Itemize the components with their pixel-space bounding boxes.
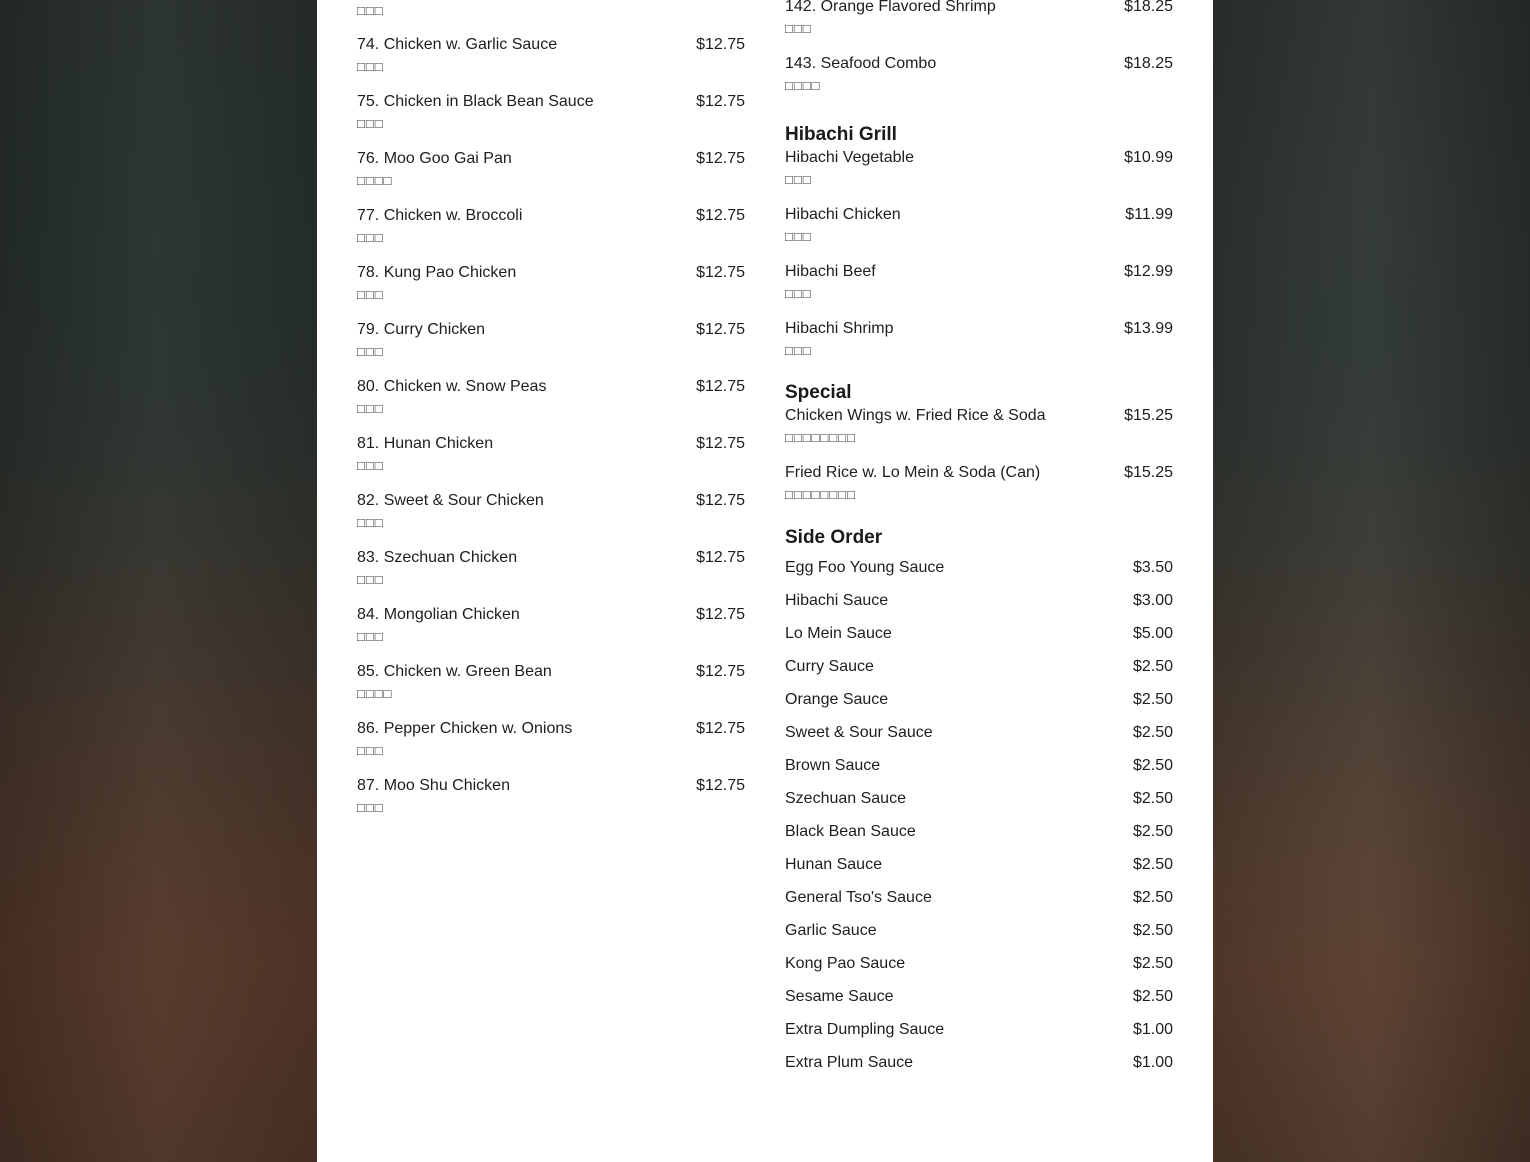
item-price: $12.75: [696, 36, 745, 53]
item-name: Hunan Sauce: [785, 856, 882, 873]
menu-page: [317, 0, 1213, 1162]
item-price: $1.00: [1132, 1021, 1173, 1038]
menu-item: [357, 532, 745, 589]
menu-item: [357, 190, 745, 247]
item-chinese-name: □□□: [357, 287, 384, 302]
item-price: $2.50: [1132, 757, 1173, 774]
item-name: 77. Chicken w. Broccoli: [357, 207, 523, 224]
section-title-hibachi: Hibachi Grill: [785, 124, 897, 145]
item-name: Hibachi Beef: [785, 263, 876, 280]
menu-item: [357, 760, 745, 817]
item-price: $13.99: [1124, 320, 1173, 337]
item-chinese-name: □□□□□□□□: [785, 430, 856, 445]
item-name: 78. Kung Pao Chicken: [357, 264, 517, 281]
side-order-item: [785, 558, 1173, 591]
item-price: $11.99: [1125, 206, 1173, 223]
item-name: Fried Rice w. Lo Mein & Soda (Can): [785, 464, 1041, 481]
item-chinese-name: □□□: [357, 3, 384, 18]
menu-column-right: [785, 0, 1173, 1086]
item-chinese-name: □□□: [357, 344, 384, 359]
item-name: 85. Chicken w. Green Bean: [357, 663, 552, 680]
item-name: Brown Sauce: [785, 757, 881, 774]
item-name: 83. Szechuan Chicken: [357, 549, 518, 566]
item-price: $2.50: [1132, 988, 1173, 1005]
item-chinese-name: □□□: [357, 458, 384, 473]
item-name: 82. Sweet & Sour Chicken: [357, 492, 544, 509]
item-price: $12.75: [696, 606, 745, 623]
item-price: $12.99: [1124, 263, 1173, 280]
menu-item: [357, 475, 745, 532]
item-chinese-name: □□□: [785, 172, 812, 187]
item-chinese-name: □□□□: [785, 78, 821, 93]
side-order-item: [785, 888, 1173, 921]
item-name: 81. Hunan Chicken: [357, 435, 494, 452]
item-chinese-name: □□□: [357, 59, 384, 74]
side-order-item: [785, 987, 1173, 1020]
item-chinese-name: □□□: [785, 21, 812, 36]
item-name: 79. Curry Chicken: [357, 321, 486, 338]
item-chinese-name: □□□□: [357, 173, 393, 188]
menu-item: [357, 133, 745, 190]
item-name: Hibachi Shrimp: [785, 320, 894, 337]
item-price: $12.75: [696, 207, 745, 224]
item-name: Black Bean Sauce: [785, 823, 916, 840]
item-name: 80. Chicken w. Snow Peas: [357, 378, 547, 395]
item-price: $1.00: [1132, 1054, 1173, 1071]
item-price: $15.25: [1124, 407, 1173, 424]
side-order-item: [785, 1020, 1173, 1053]
item-price: $18.25: [1124, 55, 1173, 72]
menu-column-left: [357, 0, 745, 817]
menu-item: [785, 0, 1173, 38]
side-order-item: [785, 657, 1173, 690]
item-chinese-name: □□□: [785, 286, 812, 301]
seafood-items-list: [785, 0, 1173, 95]
item-price: $12.75: [696, 663, 745, 680]
item-name: Szechuan Sauce: [785, 790, 906, 807]
hibachi-items-list: [785, 132, 1173, 360]
item-price: $12.75: [696, 150, 745, 167]
item-name: Sesame Sauce: [785, 988, 894, 1005]
item-name: 75. Chicken in Black Bean Sauce: [357, 93, 594, 110]
section-title-special: Special: [785, 382, 852, 403]
item-name: Hibachi Vegetable: [785, 149, 914, 166]
item-price: $12.75: [696, 492, 745, 509]
item-name: 143. Seafood Combo: [785, 55, 937, 72]
side-order-item: [785, 1053, 1173, 1086]
menu-item: [357, 19, 745, 76]
side-order-item: [785, 591, 1173, 624]
item-chinese-name: □□□: [357, 800, 384, 815]
menu-item: [357, 646, 745, 703]
item-name: Garlic Sauce: [785, 922, 877, 939]
side-order-item: [785, 690, 1173, 723]
item-name: Chicken Wings w. Fried Rice & Soda: [785, 407, 1046, 424]
item-price: $2.50: [1132, 790, 1173, 807]
item-price: $3.00: [1132, 592, 1173, 609]
background-right: [1213, 0, 1530, 1162]
item-chinese-name: □□□□: [357, 686, 393, 701]
menu-item: [785, 447, 1173, 504]
item-price: $2.50: [1132, 889, 1173, 906]
side-order-item: [785, 723, 1173, 756]
menu-item: [785, 38, 1173, 95]
item-name: 84. Mongolian Chicken: [357, 606, 520, 623]
menu-item: [785, 189, 1173, 246]
side-order-item: [785, 954, 1173, 987]
item-chinese-name: □□□: [785, 229, 812, 244]
item-price: $12.75: [696, 264, 745, 281]
menu-item: [357, 361, 745, 418]
menu-item: [785, 246, 1173, 303]
menu-item: [357, 304, 745, 361]
side-order-item: [785, 921, 1173, 954]
item-name: Sweet & Sour Sauce: [785, 724, 933, 741]
partial-item: [357, 0, 745, 19]
item-chinese-name: □□□: [785, 343, 812, 358]
menu-item: [357, 247, 745, 304]
item-price: $2.50: [1132, 955, 1173, 972]
item-chinese-name: □□□: [357, 743, 384, 758]
item-price: $2.50: [1132, 658, 1173, 675]
item-name: Hibachi Sauce: [785, 592, 889, 609]
item-chinese-name: □□□□□□□□: [785, 487, 856, 502]
item-name: 74. Chicken w. Garlic Sauce: [357, 36, 558, 53]
side-order-item: [785, 822, 1173, 855]
item-name: Egg Foo Young Sauce: [785, 559, 945, 576]
item-name: Lo Mein Sauce: [785, 625, 892, 642]
item-name: Curry Sauce: [785, 658, 874, 675]
item-name: Extra Dumpling Sauce: [785, 1021, 945, 1038]
menu-item: [785, 303, 1173, 360]
menu-item: [357, 76, 745, 133]
item-chinese-name: □□□: [357, 629, 384, 644]
special-items-list: [785, 390, 1173, 504]
item-price: $18.25: [1124, 0, 1173, 15]
side-order-item: [785, 855, 1173, 888]
item-chinese-name: □□□: [357, 572, 384, 587]
item-price: $12.75: [696, 435, 745, 452]
item-name: Hibachi Chicken: [785, 206, 901, 223]
background-left: [0, 0, 317, 1162]
item-name: General Tso's Sauce: [785, 889, 932, 906]
item-price: $3.50: [1132, 559, 1173, 576]
item-price: $2.50: [1132, 823, 1173, 840]
menu-item: [357, 589, 745, 646]
item-chinese-name: □□□: [357, 116, 384, 131]
item-name: 76. Moo Goo Gai Pan: [357, 150, 512, 167]
item-chinese-name: □□□: [357, 401, 384, 416]
item-name: Extra Plum Sauce: [785, 1054, 914, 1071]
item-chinese-name: □□□: [357, 515, 384, 530]
item-name: Kong Pao Sauce: [785, 955, 906, 972]
item-price: $2.50: [1132, 856, 1173, 873]
item-price: $12.75: [696, 777, 745, 794]
item-price: $2.50: [1132, 724, 1173, 741]
side-order-item: [785, 624, 1173, 657]
item-price: $12.75: [696, 93, 745, 110]
item-price: $2.50: [1132, 691, 1173, 708]
item-chinese-name: □□□: [357, 230, 384, 245]
menu-item: [785, 132, 1173, 189]
section-title-side-order: Side Order: [785, 527, 883, 548]
item-price: $12.75: [696, 549, 745, 566]
item-name: 87. Moo Shu Chicken: [357, 777, 510, 794]
item-name: 86. Pepper Chicken w. Onions: [357, 720, 573, 737]
menu-item: [785, 390, 1173, 447]
item-name: 142. Orange Flavored Shrimp: [785, 0, 996, 15]
chicken-items-list: [357, 19, 745, 817]
item-price: $15.25: [1124, 464, 1173, 481]
menu-item: [357, 703, 745, 760]
item-price: $2.50: [1132, 922, 1173, 939]
item-name: Orange Sauce: [785, 691, 889, 708]
side-order-items-list: [785, 558, 1173, 1086]
side-order-item: [785, 789, 1173, 822]
item-price: $10.99: [1124, 149, 1173, 166]
item-price: $12.75: [696, 321, 745, 338]
menu-item: [357, 418, 745, 475]
side-order-item: [785, 756, 1173, 789]
item-price: $12.75: [696, 378, 745, 395]
item-price: $12.75: [696, 720, 745, 737]
item-price: $5.00: [1132, 625, 1173, 642]
